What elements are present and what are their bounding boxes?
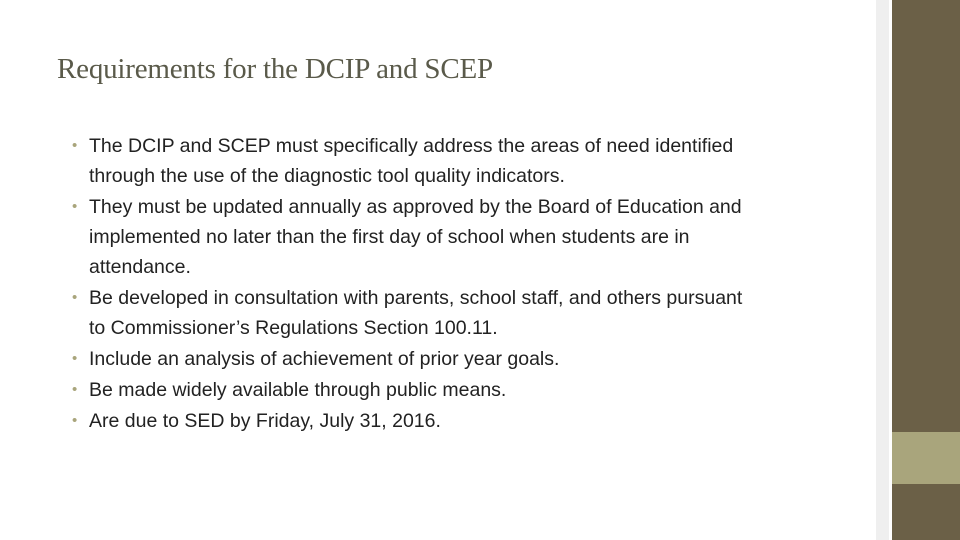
bullet-list (72, 131, 752, 437)
bullet-text: Be made widely available through public means. (89, 379, 507, 401)
bullet-icon: • (72, 412, 78, 429)
side-strip-light (876, 0, 889, 540)
bullet-item (72, 283, 752, 343)
bullet-item (72, 344, 752, 374)
side-panel-dark-block (892, 0, 960, 432)
slide-title: Requirements for the DCIP and SCEP (57, 53, 493, 85)
bullet-text: Be developed in consultation with parents, school staff, and others pursuant to Commissioner’s Regulations Section 100.11. (89, 287, 743, 339)
bullet-icon: • (72, 137, 78, 154)
bullet-item (72, 375, 752, 405)
side-panel-accent-block (892, 432, 960, 484)
bullet-text: Include an analysis of achievement of prior year goals. (89, 348, 560, 370)
bullet-icon: • (72, 198, 78, 215)
bullet-text: They must be updated annually as approved by the Board of Education and implemented no later than the first day of school when students are in attendance. (89, 196, 742, 278)
bullet-text: The DCIP and SCEP must specifically address the areas of need identified through the use of the diagnostic tool quality indicators. (89, 135, 734, 187)
bullet-item (72, 131, 752, 191)
bullet-item (72, 406, 752, 436)
bullet-text: Are due to SED by Friday, July 31, 2016. (89, 410, 441, 432)
bullet-item (72, 192, 752, 282)
side-panel (889, 0, 960, 540)
side-panel-bottom-block (892, 484, 960, 540)
bullet-icon: • (72, 289, 78, 306)
bullet-icon: • (72, 381, 78, 398)
bullet-icon: • (72, 350, 78, 367)
